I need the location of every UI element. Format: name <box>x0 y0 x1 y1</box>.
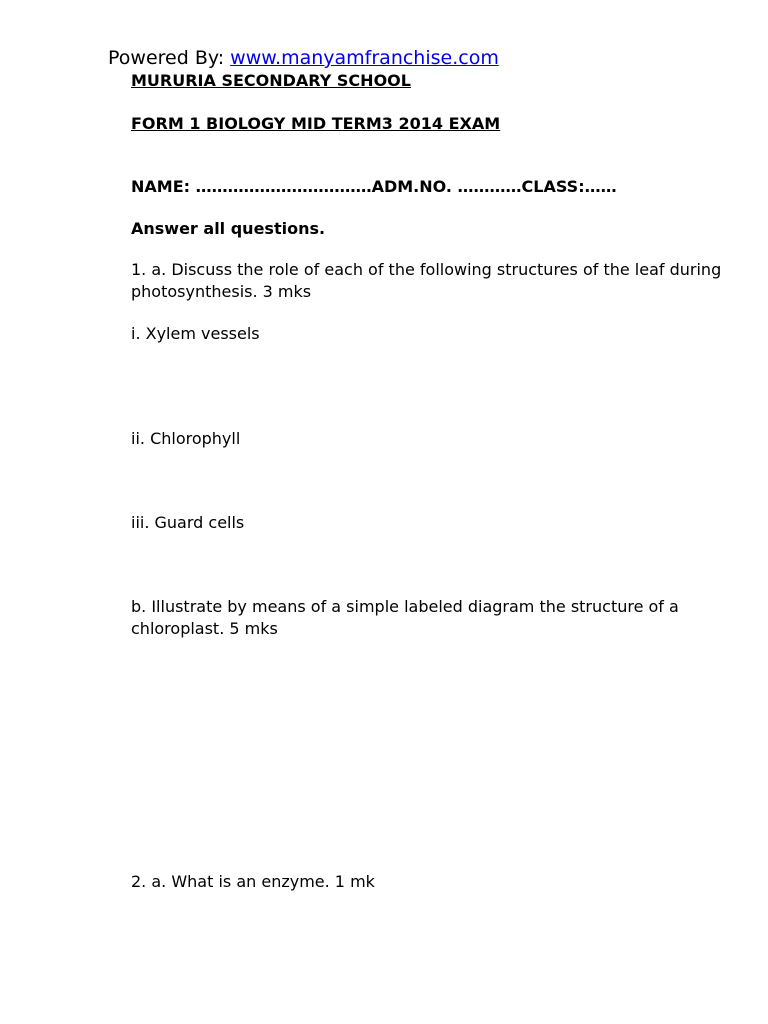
question-1b: b. Illustrate by means of a simple labeled diagram the structure of a chloroplast. 5 mks <box>131 597 679 638</box>
student-details-line: NAME: ……………………………ADM.NO. …………CLASS:…… <box>131 177 617 196</box>
exam-title: FORM 1 BIOLOGY MID TERM3 2014 EXAM <box>131 114 501 133</box>
question-1a-ii: ii. Chlorophyll <box>131 429 241 448</box>
question-2a: 2. a. What is an enzyme. 1 mk <box>131 872 375 891</box>
powered-by-line <box>108 46 499 70</box>
question-1a: 1. a. Discuss the role of each of the following structures of the leaf during photosynthesis. 3 mks <box>131 260 722 301</box>
powered-by-label: Powered By: <box>108 47 225 69</box>
question-1a-i: i. Xylem vessels <box>131 324 260 343</box>
instructions: Answer all questions. <box>131 219 326 238</box>
school-name: MURURIA SECONDARY SCHOOL <box>131 71 411 90</box>
question-1a-iii: iii. Guard cells <box>131 513 245 532</box>
powered-by-link[interactable]: www.manyamfranchise.com <box>230 47 499 69</box>
